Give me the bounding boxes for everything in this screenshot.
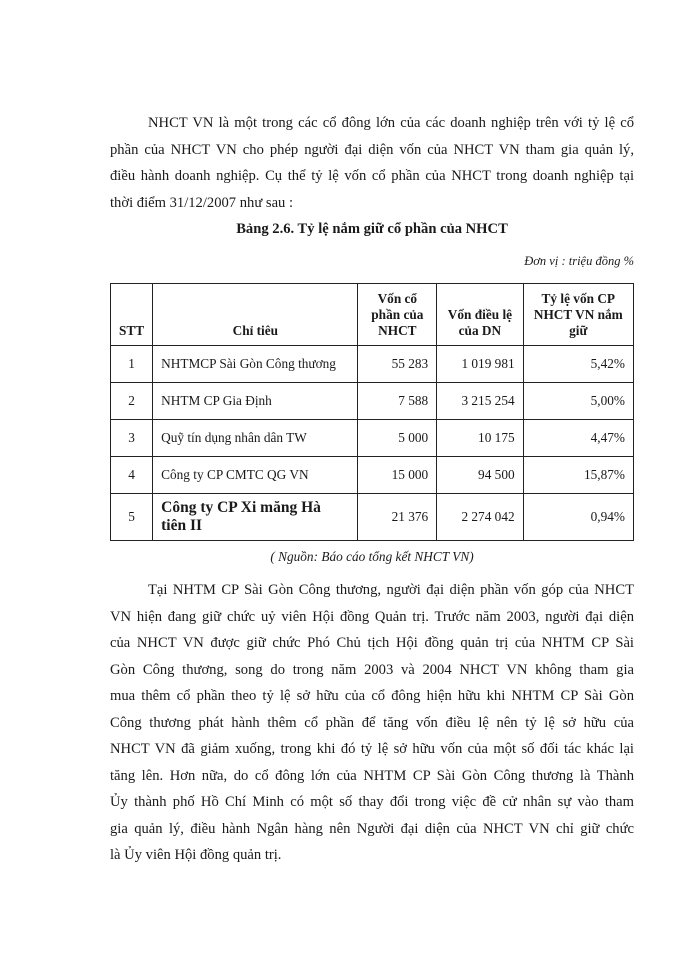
header-stt: STT [111, 284, 153, 346]
paragraph-line: Công thương phát hành thêm cổ phần để tăng vốn điều lệ nên tỷ lệ sở hữu của [110, 714, 634, 731]
cell-charter-capital: 3 215 254 [437, 383, 523, 420]
table-row [111, 494, 634, 541]
header-indicator: Chỉ tiêu [153, 284, 358, 346]
cell-nhct-capital: 21 376 [358, 494, 437, 541]
cell-indicator: Quỹ tín dụng nhân dân TW [153, 420, 358, 457]
cell-nhct-capital: 5 000 [358, 420, 437, 457]
table-title: Bảng 2.6. Tỷ lệ nắm giữ cổ phần của NHCT [236, 221, 508, 237]
cell-stt: 3 [111, 420, 153, 457]
table-row [111, 346, 634, 383]
cell-charter-capital: 1 019 981 [437, 346, 523, 383]
paragraph-line: của NHCT VN được giữ chức Phó Chủ tịch Hội đồng quản trị của NHTM CP Sài [110, 635, 634, 651]
cell-charter-capital: 10 175 [437, 420, 523, 457]
cell-indicator: NHTMCP Sài Gòn Công thương [153, 346, 358, 383]
paragraph-line: mua thêm cổ phần theo tỷ lệ sở hữu của cổ đông hiện hữu khi NHTM CP Sài Gòn [110, 688, 634, 704]
paragraph-line: NHCT VN đã giảm xuống, trong khi đó tỷ lệ sở hữu vốn của một số đối tác khác lại [110, 741, 634, 757]
cell-ratio: 4,47% [523, 420, 633, 457]
paragraph-line: thời điểm 31/12/2007 như sau : [110, 194, 294, 211]
unit-note: Đơn vị : triệu đồng % [524, 254, 634, 268]
paragraph-line: tăng lên. Hơn nữa, do cổ đông lớn của NHTM CP Sài Gòn Công thương là Thành [110, 767, 634, 784]
cell-nhct-capital: 55 283 [358, 346, 437, 383]
paragraph-line: Ủy thành phố Hồ Chí Minh có một số thay đổi trong việc đề cử nhân sự vào tham [110, 794, 634, 810]
holdings-table [110, 283, 634, 541]
cell-indicator: Công ty CP CMTC QG VN [153, 457, 358, 494]
paragraph-line: Tại NHTM CP Sài Gòn Công thương, người đại diện phần vốn góp của NHCT [148, 582, 634, 598]
paragraph-line: Gòn Công thương, song do trong năm 2003 và 2004 NHCT VN không tham gia [110, 661, 634, 678]
cell-stt: 4 [111, 457, 153, 494]
cell-nhct-capital: 15 000 [358, 457, 437, 494]
table-row [111, 383, 634, 420]
intro-paragraph [110, 110, 634, 216]
paragraph-line: phần của NHCT VN cho phép người đại diện vốn của NHCT VN tham gia quản lý, [110, 141, 634, 158]
cell-charter-capital: 94 500 [437, 457, 523, 494]
paragraph-line: NHCT VN là một trong các cổ đông lớn của các doanh nghiệp trên với tỷ lệ cổ [148, 115, 634, 131]
cell-ratio: 5,42% [523, 346, 633, 383]
header-nhct-capital: Vốn cổ phần của NHCT [358, 284, 437, 346]
paragraph-line: gia quản lý, điều hành Ngân hàng nên Người đại diện của NHCT VN chỉ giữ chức [110, 820, 634, 837]
cell-ratio: 5,00% [523, 383, 633, 420]
paragraph-line: điều hành doanh nghiệp. Cụ thể tỷ lệ vốn cổ phần của NHCT trong doanh nghiệp tại [110, 168, 634, 184]
paragraph-line: VN hiện đang giữ chức uỷ viên Hội đồng Quản trị. Trước năm 2003, người đại diện [110, 608, 634, 625]
header-ratio: Tỷ lệ vốn CP NHCT VN nắm giữ [523, 284, 633, 346]
header-charter-capital: Vốn điều lệ của DN [437, 284, 523, 346]
cell-charter-capital: 2 274 042 [437, 494, 523, 541]
cell-stt: 2 [111, 383, 153, 420]
paragraph-line: là Ủy viên Hội đồng quản trị. [110, 847, 282, 863]
table-row [111, 457, 634, 494]
cell-indicator: NHTM CP Gia Định [153, 383, 358, 420]
cell-nhct-capital: 7 588 [358, 383, 437, 420]
cell-stt: 1 [111, 346, 153, 383]
cell-stt: 5 [111, 494, 153, 541]
table-header-row [111, 284, 634, 346]
cell-indicator: Công ty CP Xi măng Hà tiên II [153, 494, 358, 541]
cell-ratio: 0,94% [523, 494, 633, 541]
source-note: ( Nguồn: Báo cáo tổng kết NHCT VN) [270, 549, 474, 564]
table-row [111, 420, 634, 457]
cell-ratio: 15,87% [523, 457, 633, 494]
body-paragraph [110, 577, 634, 869]
